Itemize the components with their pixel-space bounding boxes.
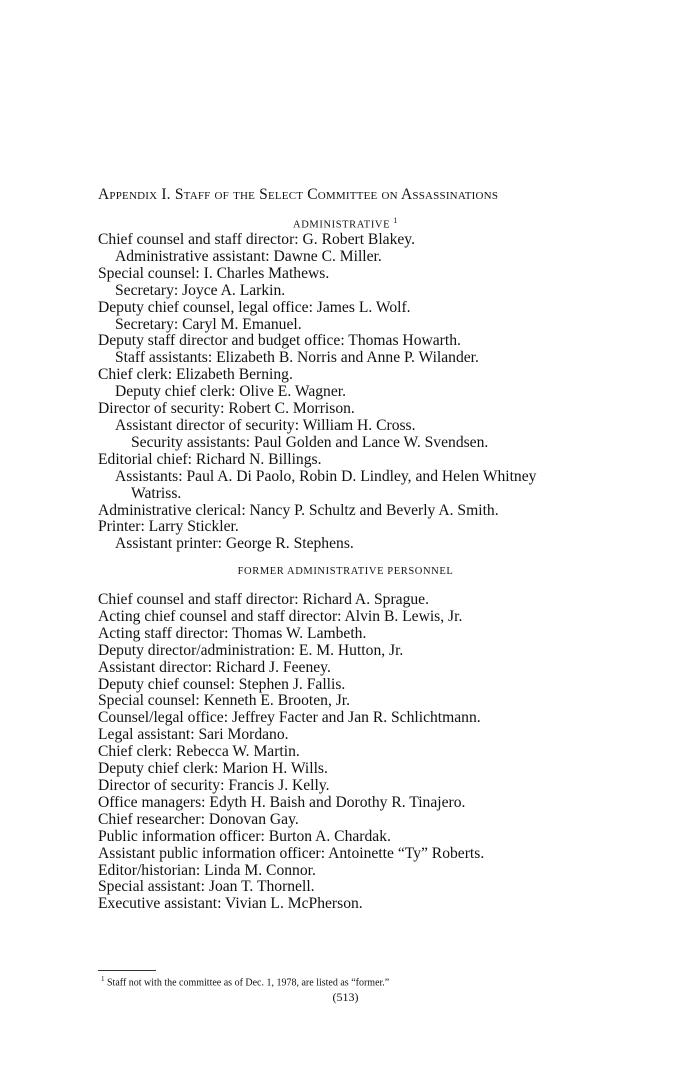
staff-entry: Secretary: Caryl M. Emanuel.: [115, 315, 302, 333]
former-staff-list: [98, 592, 484, 913]
staff-entry: Assistant director: Richard J. Feeney.: [98, 658, 331, 676]
page-number: (513): [332, 990, 359, 1004]
administrative-staff-list: [98, 232, 536, 553]
staff-entry: Director of security: Robert C. Morrison.: [98, 400, 355, 418]
staff-entry: Chief counsel and staff director: Richard A. Sprague.: [98, 591, 429, 608]
staff-entry: Special assistant: Joan T. Thornell.: [98, 878, 315, 896]
staff-entry: Assistant public information officer: Antoinette “Ty” Roberts.: [98, 844, 485, 862]
staff-entry: Public information officer: Burton A. Chardak.: [98, 827, 391, 845]
staff-entry: Deputy chief clerk: Marion H. Wills.: [98, 760, 328, 778]
footnote-text: Staff not with the committee as of Dec. 1, 1978, are listed as “former.”: [107, 977, 390, 989]
staff-entry: Staff assistants: Elizabeth B. Norris and Anne P. Wilander.: [115, 349, 479, 367]
staff-entry: Chief researcher: Donovan Gay.: [98, 810, 299, 828]
staff-entry: Watriss.: [131, 484, 182, 502]
staff-entry: Deputy director/administration: E. M. Hutton, Jr.: [98, 641, 404, 659]
staff-entry: Printer: Larry Stickler.: [98, 518, 239, 536]
staff-entry: Assistants: Paul A. Di Paolo, Robin D. Lindley, and Helen Whitney: [115, 467, 537, 485]
staff-entry: Editor/historian: Linda M. Connor.: [98, 861, 316, 879]
staff-entry: Chief clerk: Rebecca W. Martin.: [98, 743, 300, 761]
staff-entry: Acting chief counsel and staff director: Alvin B. Lewis, Jr.: [98, 607, 463, 625]
footnote-ref: 1: [393, 216, 398, 225]
staff-entry: Special counsel: Kenneth E. Brooten, Jr.: [98, 692, 351, 710]
staff-entry: Editorial chief: Richard N. Billings.: [98, 450, 322, 468]
staff-entry: Security assistants: Paul Golden and Lance W. Svendsen.: [131, 433, 489, 451]
staff-entry: Special counsel: I. Charles Mathews.: [98, 264, 330, 282]
staff-entry: Secretary: Joyce A. Larkin.: [115, 281, 286, 299]
staff-entry: Administrative assistant: Dawne C. Miller.: [115, 247, 382, 265]
staff-entry: Office managers: Edyth H. Baish and Dorothy R. Tinajero.: [98, 793, 466, 811]
section-heading-administrative: [0, 216, 691, 231]
staff-entry: Director of security: Francis J. Kelly.: [98, 776, 330, 794]
staff-entry: Administrative clerical: Nancy P. Schultz and Beverly A. Smith.: [98, 501, 499, 519]
footnote-divider: [98, 970, 156, 971]
staff-entry: Assistant printer: George R. Stephens.: [115, 535, 354, 553]
staff-entry: Chief counsel and staff director: G. Robert Blakey.: [98, 231, 415, 248]
staff-entry: Deputy chief counsel: Stephen J. Fallis.: [98, 675, 346, 693]
staff-entry: Assistant director of security: William H. Cross.: [115, 416, 416, 434]
section-heading-former: FORMER ADMINISTRATIVE PERSONNEL: [237, 566, 454, 577]
staff-entry: Deputy chief clerk: Olive E. Wagner.: [115, 383, 346, 401]
staff-entry: Deputy chief counsel, legal office: James L. Wolf.: [98, 298, 411, 316]
appendix-title: Appendix I. Staff of the Select Committee on Assassinations: [98, 186, 499, 203]
heading-text: ADMINISTRATIVE: [293, 219, 391, 231]
staff-entry: Deputy staff director and budget office: Thomas Howarth.: [98, 332, 461, 350]
footnote-marker: 1: [101, 975, 105, 983]
staff-entry: Legal assistant: Sari Mordano.: [98, 726, 289, 744]
staff-entry: Counsel/legal office: Jeffrey Facter and Jan R. Schlichtmann.: [98, 709, 481, 727]
staff-entry: Acting staff director: Thomas W. Lambeth.: [98, 624, 367, 642]
staff-entry: Chief clerk: Elizabeth Berning.: [98, 366, 293, 384]
staff-entry: Executive assistant: Vivian L. McPherson.: [98, 895, 363, 913]
footnote: [101, 975, 389, 988]
